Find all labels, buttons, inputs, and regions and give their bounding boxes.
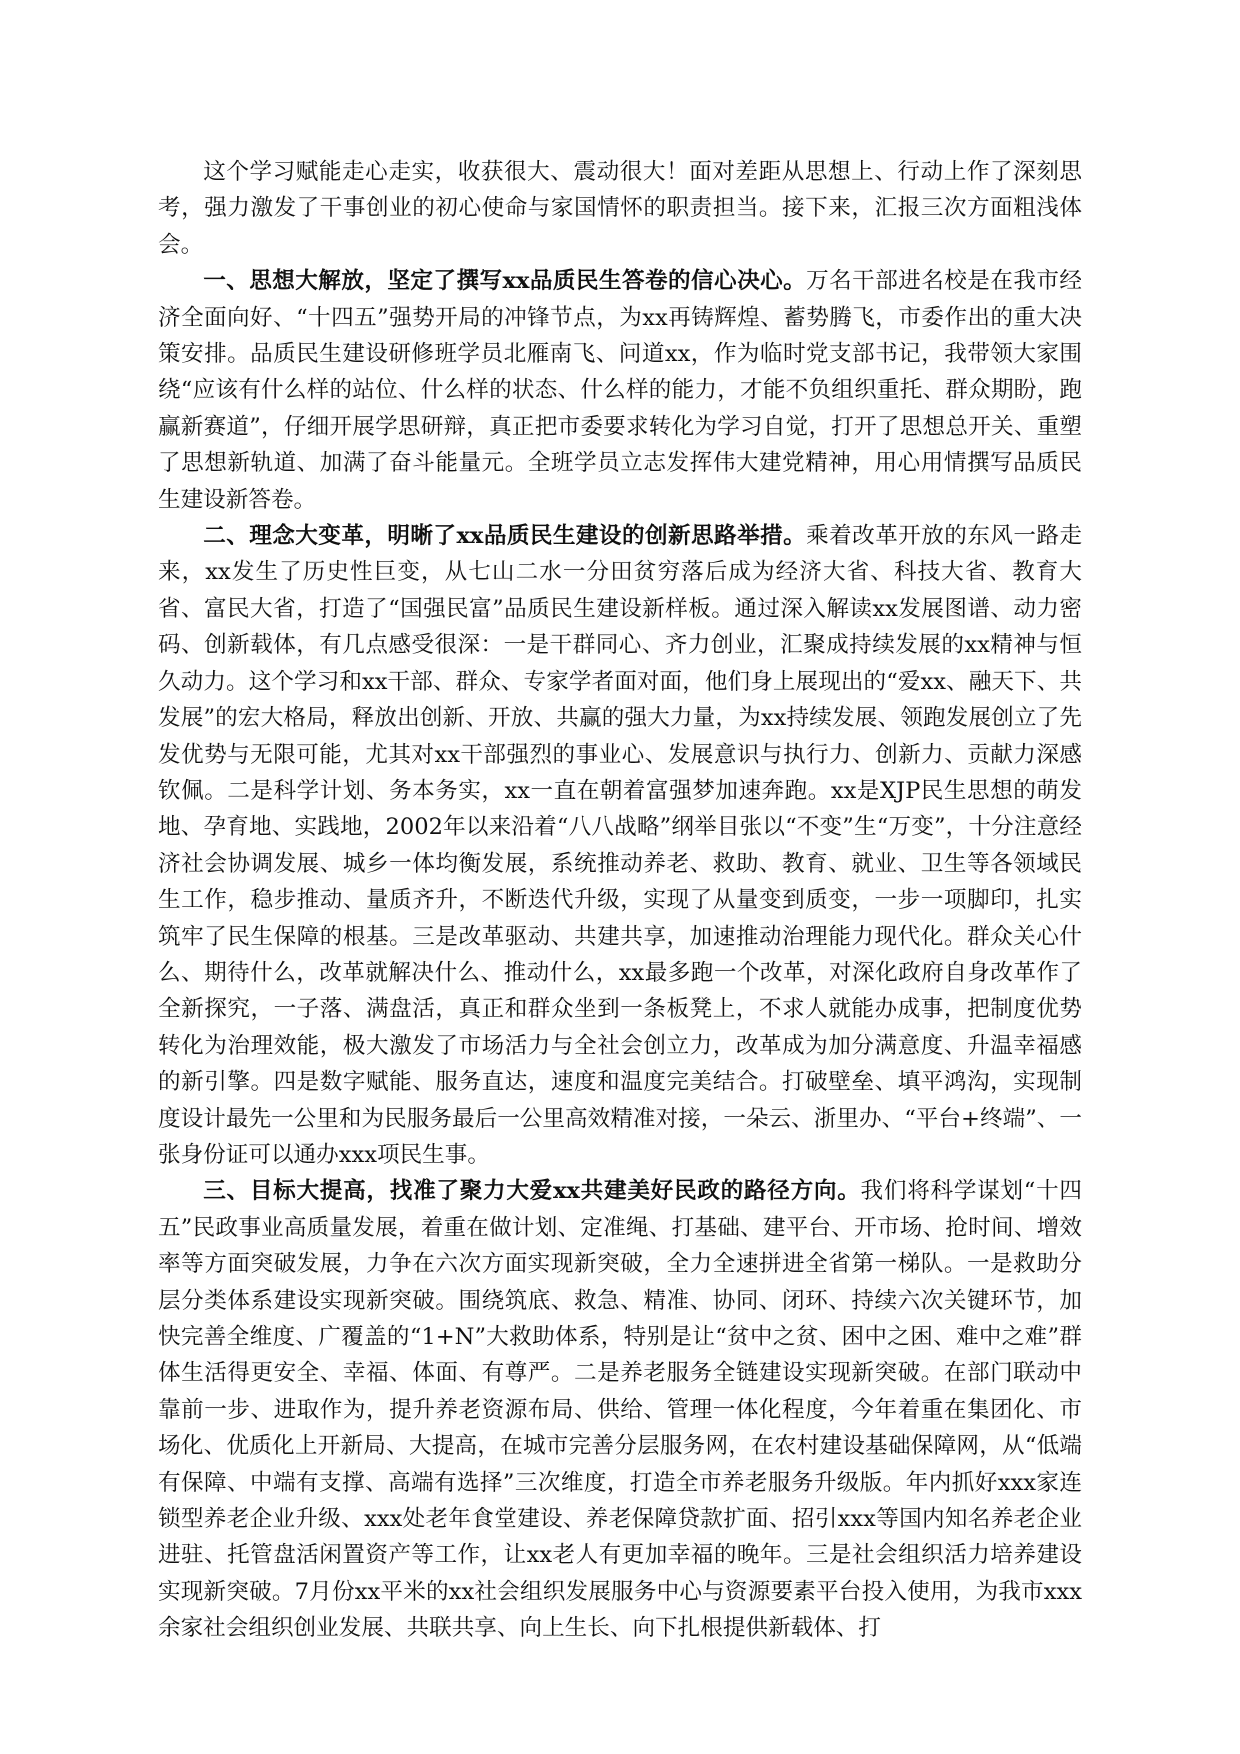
intro-text: 这个学习赋能走心走实，收获很大、震动很大！面对差距从思想上、行动上作了深刻思考，强力激发了干事创业的初心使命与家国情怀的职责担当。接下来，汇报三次方面粗浅体会。 <box>158 159 1082 258</box>
document-page <box>158 154 1082 1647</box>
section-3-heading: 三、目标大提高，找准了聚力大爱xx共建美好民政的路径方向。 <box>203 1178 861 1205</box>
section-1-paragraph <box>158 263 1082 518</box>
section-2-paragraph <box>158 518 1082 1173</box>
section-2-heading: 二、理念大变革，明晰了xx品质民生建设的创新思路举措。 <box>203 523 807 550</box>
section-2-body: 乘着改革开放的东风一路走来，xx发生了历史性巨变，从七山二水一分田贫穷落后成为经济大省、科技大省、教育大省、富民大省，打造了“国强民富”品质民生建设新样板。通过深入解读xx发展图谱、动力密码、创新载体，有几点感受很深：一是干群同心、齐力创业，汇聚成持续发展的xx精神与恒久动力。这个学习和xx干部、群众、专家学者面对面，他们身上展现出的“爱xx、融天下、共发展”的宏大格局，释放出创新、开放、共赢的强大力量，为xx持续发展、领跑发展创立了先发优势与无限可能，尤其对xx干部强烈的事业心、发展意识与执行力、创新力、贡献力深感钦佩。二是科学计划、务本务实，xx一直在朝着富强梦加速奔跑。xx是XJP民生思想的萌发地、孕育地、实践地，2002年以来沿着“八八战略”纲举目张以“不变”生“万变”，十分注意经济社会协调发展、城乡一体均衡发展，系统推动养老、救助、教育、就业、卫生等各领域民生工作，稳步推动、量质齐升，不断迭代升级，实现了从量变到质变，一步一项脚印，扎实筑牢了民生保障的根基。三是改革驱动、共建共享，加速推动治理能力现代化。群众关心什么、期待什么，改革就解决什么、推动什么，xx最多跑一个改革，对深化政府自身改革作了全新探究，一子落、满盘活，真正和群众坐到一条板凳上，不求人就能办成事，把制度优势转化为治理效能，极大激发了市场活力与全社会创立力，改革成为加分满意度、升温幸福感的新引擎。四是数字赋能、服务直达，速度和温度完美结合。打破壁垒、填平鸿沟，实现制度设计最先一公里和为民服务最后一公里高效精准对接，一朵云、浙里办、“平台+终端”、一张身份证可以通办xxx项民生事。 <box>158 523 1082 1168</box>
intro-paragraph <box>158 154 1082 263</box>
section-3-paragraph <box>158 1173 1082 1646</box>
section-1-heading: 一、思想大解放，坚定了撰写xx品质民生答卷的信心决心。 <box>203 268 807 295</box>
section-1-body: 万名干部进名校是在我市经济全面向好、“十四五”强势开局的冲锋节点，为xx再铸辉煌、蓄势腾飞，市委作出的重大决策安排。品质民生建设研修班学员北雁南飞、问道xx，作为临时党支部书记，我带领大家围绕“应该有什么样的站位、什么样的状态、什么样的能力，才能不负组织重托、群众期盼，跑赢新赛道”，仔细开展学思研辩，真正把市委要求转化为学习自觉，打开了思想总开关、重塑了思想新轨道、加满了奋斗能量元。全班学员立志发挥伟大建党精神，用心用情撰写品质民生建设新答卷。 <box>158 268 1082 513</box>
section-3-body: 我们将科学谋划“十四五”民政事业高质量发展，着重在做计划、定准绳、打基础、建平台、开市场、抢时间、增效率等方面突破发展，力争在六次方面实现新突破，全力全速拼进全省第一梯队。一是救助分层分类体系建设实现新突破。围绕筑底、救急、精准、协同、闭环、持续六次关键环节，加快完善全维度、广覆盖的“1+N”大救助体系，特别是让“贫中之贫、困中之困、难中之难”群体生活得更安全、幸福、体面、有尊严。二是养老服务全链建设实现新突破。在部门联动中靠前一步、进取作为，提升养老资源布局、供给、管理一体化程度，今年着重在集团化、市场化、优质化上开新局、大提高，在城市完善分层服务网，在农村建设基础保障网，从“低端有保障、中端有支撑、高端有选择”三次维度，打造全市养老服务升级版。年内抓好xxx家连锁型养老企业升级、xxx处老年食堂建设、养老保障贷款扩面、招引xxx等国内知名养老企业进驻、托管盘活闲置资产等工作，让xx老人有更加幸福的晚年。三是社会组织活力培养建设实现新突破。7月份xx平米的xx社会组织发展服务中心与资源要素平台投入使用，为我市xxx余家社会组织创业发展、共联共享、向上生长、向下扎根提供新载体、打 <box>158 1178 1082 1642</box>
